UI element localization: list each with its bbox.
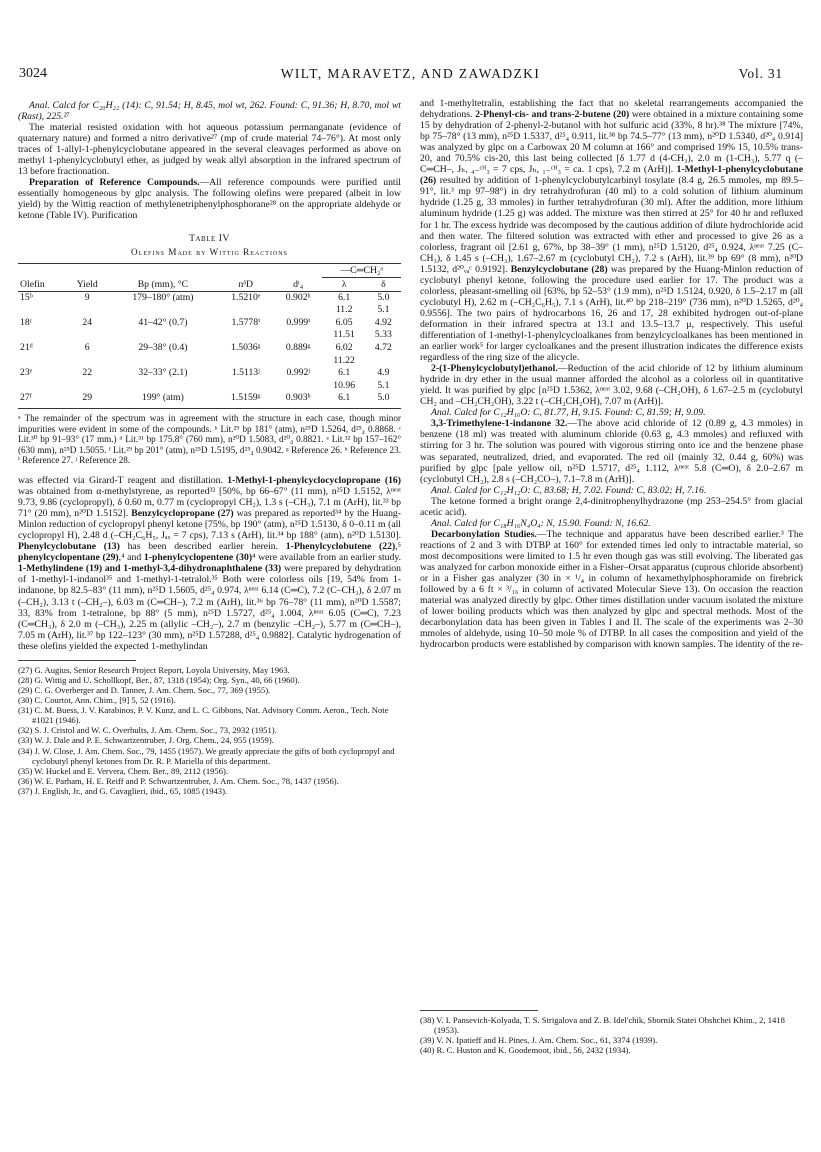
paragraph-decarbonylation: Decarbonylation Studies.—The technique and apparatus have been described earlier.³ The reactions of 2 and 3 with DTBP at 160° for extended times led only to intractable material, so most decompositions were limited to 1.5 hr even though gas was still evolving. The liberated gas was analyzed for carbon monoxide either in a Fisher–Orsat apparatus (cuprous chloride absorbent) or in a Fisher gas analyzer (30 in × ¹/₄ in column of hexamethylphosphoramide on firebrick followed by a 6 ft × ³/₁₆ in column of activated Molecular Sieve 13). On occasion the reaction material was analyzed directly by glpc. Other times distillation under vacuum isolated the mixture of lower boiling products which was then analyzed by glpc and spectral methods. Most of the decarbonylation data has been given in Tables I and II. The scale of the experiments was 2–30 mmoles of aldehyde, using 10–50 mole % of DTBP. In all cases the composition and yield of the hydrocarbon products were established by comparison with known samples. The identity of the re- xyxy=(420,528,803,651)
table-row xyxy=(18,291,401,317)
footnote: (28) G. Wittig and U. Schollkopf, Ber., 87, 1318 (1954); Org. Syn., 40, 66 (1960). xyxy=(18,674,300,685)
footnote: (34) J. W. Close, J. Am. Chem. Soc., 79, 1455 (1957). We greatly appreciate the gifts of both cyclopropyl and cyclobutyl phenyl ketones from Dr. R. P. Mariella of this department. xyxy=(18,745,395,766)
table-cell: 4.9 5.1 xyxy=(377,367,390,391)
table-cell: 0.903ʰ xyxy=(274,392,323,408)
col-header: Olefin xyxy=(18,277,66,291)
table-cell: 1.5036ᵍ xyxy=(230,342,261,354)
table-iv xyxy=(18,263,401,409)
footnote: (36) W. E. Parham, H. E. Reiff and P. Schwartzentruber, J. Am. Chem. Soc., 78, 1437 (1956). xyxy=(18,775,339,786)
compound-heading: Phenylcyclobutane (13) xyxy=(18,541,120,553)
table-cell: 18ᶜ xyxy=(20,316,33,328)
table-cell: 0.992ʲ xyxy=(286,367,310,379)
left-column xyxy=(18,100,401,796)
table-cell: 27ᶠ xyxy=(18,392,66,408)
table-row xyxy=(18,367,401,392)
table-cell: 1.5778ⁱ xyxy=(231,316,261,328)
table-row xyxy=(18,392,401,408)
compound-heading: 1-Methyl-1-phenylcyclocyclopropane (16) xyxy=(227,475,402,487)
analysis-14: Anal. Calcd for C₂₀H₂₂ (14): C, 91.54; H, 8.45, mol wt, 262. Found: C, 91.36; H, 8.70, mol wt (Rast), 225.²⁷ xyxy=(18,100,401,123)
table-subtitle: Olefins Made by Wittig Reactions xyxy=(131,246,288,257)
table-cell: 6.05 11.51 xyxy=(333,316,355,341)
table-cell: 0.889ᵍ xyxy=(285,342,311,354)
table-cell: 6 xyxy=(84,342,90,354)
footnotes-right xyxy=(420,1015,803,1055)
footnote: (27) G. Augius, Senior Research Project Report, Loyola University, May 1963. xyxy=(18,664,290,675)
table-cell: 1.5210ᵉ xyxy=(231,291,261,303)
table-cell: 23ᵉ xyxy=(20,367,33,379)
paragraph-continued: and 1-methyltetralin, establishing the fact that no skeletal rearrangements accompanied the dehydrations. 2-Phenyl-cis- and trans-2-butene (20) were obtained in a mixture containing some 15 by dehydration of 2-phenyl-2-butanol with hot sulfuric acid (33%, 8 hr).³⁸ The mixture [74%, bp 75–78° (13 mm), n²⁵D 1.5337, d²⁵₄ 0.911, lit.³⁸ bp 74.5–77° (13 mm), n²⁰D 1.5340, d²⁰₄ 0.914] was analyzed by glpc on a Carbowax 20 M column at 166° and comprised 19% 15, 10.5% trans-20, and 70.5% cis-20, this last being collected [δ 1.77 d (4-CH₃), 2.0 m (1-CH₃), 5.77 q (–C═CH–, Jₕ, ₄₋ᶜᴴ₃ = 7 cps, Jₕ, ₁₋ᶜᴴ₃ = ca. 1 cps), 7.2 m (ArH)]. 1-Methyl-1-phenylcyclobutane (26) resulted by addition of 1-phenylcyclobutylcarbinyl tosylate (8.4 g, 26.5 mmoles, mp 89.5–91°, lit.³ mp 97–98°) in dry tetrahydrofuran (40 ml) to a cold solution of lithium aluminum hydride (1.25 g, 33 mmoles) in further tetrahydrofuran (30 ml). After the addition, more lithium aluminum hydride (1.25 g) was added. The mixture was then stirred at 25° for 40 hr and refluxed for 1 hr. The excess hydride was decomposed by the cautious addition of dilute hydrochloride acid and then water. The filtered solution was extracted with ether and processed to give 26 as a colorless, fragrant oil [2.61 g, 67%, bp 38–39° (1 mm), n²⁵D 1.5120, d²⁵₄ 0.924, λⁿᵉᵃᵗ 7.25 (C–CH₃), δ 1.45 s (–CH₃), 1.67–2.67 m (cyclobutyl CH₂), 7.2 s (ArH), lit.³⁹ bp 69° (8 mm), n²⁰D 1.5132, d²⁰ᵥₐᶜ 0.9192]. Benzylcyclobutane (28) was prepared by the Huang-Minlon reduction of cyclobutyl phenyl ketone, following the procedure used earlier for 17. The product was a colorless, pleasant-smelling oil [63%, bp 52–53° (1.9 mm), n²⁵D 1.5124, 0.920, δ 1.5–2.17 m (all cyclobutyl H), 2.62 m (–CH₂C₆H₅), 7.1 s (ArH), lit.⁴⁰ bp 218–219° (736 mm), n²⁰D 1.5265, d²⁰₄ 0.9556]. The two pairs of hydrocarbons 16, 26 and 17, 28 exhibited hydrogen out-of-plane deformation in their infrared spectra at 13.1 and 13.5–13.7 μ, respectively. This useful differentiation of 1-methyl-1-phenylcycloalkanes from benzylcycloalkanes has been mentioned in an earlier work⁵ for larger cycloalkanes and the present illustration indicates the difference exists regardless of the ring size of the alicycle. xyxy=(420,98,803,364)
paragraph-indanone: 3,3-Trimethylene-1-indanone 32.—The above acid chloride of 12 (0.89 g, 4.3 mmoles) in benzene (18 ml) was treated with aluminum chloride (0.63 g, 4.3 mmoles) and refluxed with stirring for 3 hr. The solution was poured with vigorous stirring onto ice and the benzene phase was separated, neutralized, dried, and evaporated. The red oil (mainly 32, 0.44 g, 60%) was purified by glpc [pale yellow oil, n²⁵D 1.5717, d²⁵₄ 1.112, λⁿᵉᵃᵗ 5.8 (C═O), δ 2.0–2.67 m (cyclobutyl CH₂), 2.8 s (–CH₂CO–), 7.1–7.8 m (ArH)]. xyxy=(420,418,803,485)
footnote: (33) W. J. Dale and P. E. Schwartzentruber, J. Org. Chem., 24, 955 (1959). xyxy=(18,735,274,746)
col-header: Bp (mm), °C xyxy=(108,277,217,291)
table-cell: 0.999ⁱ xyxy=(286,316,311,328)
analysis-hydrazone: Anal. Calcd for C₁₈H₁₆N₄O₄: N, 15.90. Found: N, 16.62. xyxy=(431,517,651,529)
table-title: Table IV xyxy=(189,232,230,244)
table-row xyxy=(18,342,401,367)
table-cell: 179–180° (atm) xyxy=(132,291,194,303)
table-cell: 6.1 11.2 xyxy=(335,291,353,316)
footnotes-left xyxy=(18,665,401,796)
table-cell: 0.902ʰ xyxy=(285,291,311,303)
footnote: (40) R. C. Huston and K. Goodemoot, ibid., 56, 2432 (1934). xyxy=(420,1045,631,1056)
right-column xyxy=(420,98,803,650)
table-footnote: ᵃ The remainder of the spectrum was in agreement with the structure in each case, though minor impurities were evident in some of the compounds. ᵇ Lit.²⁹ bp 181° (atm), n²⁵D 1.5264, d²⁵₄ 0.8868. ᶜ Lit.³⁰ bp 91–93° (17 mm.) ᵈ Lit.³¹ bp 175.8° (760 mm), n²⁰D 1.5083, d²⁰₄ 0.8821. ᵉ Lit.³² bp 157–162° (630 mm), n²⁵D 1.5055. ᶠ Lit.²⁹ bp 201° (atm), n²⁵D 1.5195, d²⁵₄ 0.9042. ᵍ Reference 26. ʰ Reference 23. ⁱ Reference 27. ʲ Reference 28. xyxy=(18,413,401,466)
section-heading: 2-(1-Phenylcyclobutyl)ethanol. xyxy=(431,363,558,375)
table-cell: 4.72 xyxy=(374,342,392,354)
paragraph-ethanol: 2-(1-Phenylcyclobutyl)ethanol.—Reduction of the acid chloride of 12 by lithium aluminum hydride in dry ether in the usual manner afforded the alcohol as a colorless oil in quantitative yield. It was purified by glpc [n²⁵D 1.5362, λⁿᵉᵃᵗ 3.02, 9.68 (–CH₂OH), δ 1.67–2.5 m (cyclobutyl CH₂ and –CH₂CH₂OH), 3.22 t (–CH₂CH₂OH), 7.07 m (ArH)]. xyxy=(420,363,803,408)
paragraph-hydrazone: The ketone formed a bright orange 2,4-dinitrophenylhydrazone (mp 253–254.5° from glacial acetic acid). xyxy=(420,495,803,518)
table-cell: 41–42° (0.7) xyxy=(138,316,188,328)
footnote: (31) C. M. Buess, J. V. Karabinos, P. V. Kunz, and L. C. Gibbons, Nat. Advisory Comm. Aeron., Tech. Note #1021 (1946). xyxy=(18,705,389,726)
compound-heading: 1-Methyl-1-phenylcyclobutane (26) xyxy=(420,164,803,187)
table-cell: 1.5159ᵍ xyxy=(218,392,274,408)
table-cell: 15ᵇ xyxy=(20,291,33,303)
col-header: nᵟD xyxy=(218,277,274,291)
table-cell: 32–33° (2.1) xyxy=(138,367,188,379)
section-heading: Preparation of Reference Compounds. xyxy=(29,177,200,189)
volume-label: Vol. 31 xyxy=(738,66,783,81)
table-cell: 29–38° (0.4) xyxy=(138,342,188,354)
table-cell: 6.1 xyxy=(322,392,365,408)
col-header: Yield xyxy=(66,277,108,291)
table-cell: 9 xyxy=(84,291,90,303)
table-cell: 29 xyxy=(66,392,108,408)
col-header: dᵗ₄ xyxy=(274,277,323,291)
compound-heading: 2-Phenyl-cis- and trans-2-butene (20) xyxy=(475,109,630,121)
table-cell: 21ᵈ xyxy=(20,342,33,354)
footnote-rule xyxy=(420,1010,538,1011)
analysis-ethanol: Anal. Calcd for C₁₂H₁₆O: C, 81.77, H, 9.15. Found: C, 81.59; H, 9.09. xyxy=(431,407,706,419)
table-cell: 6.1 10.96 xyxy=(333,367,356,391)
footnote: (30) C. Courtot, Ann. Chim., [9] 5, 52 (1916). xyxy=(18,695,176,706)
compound-heading: Benzylcyclobutane (28) xyxy=(510,263,608,275)
table-cell: 4.92 5.33 xyxy=(374,316,392,341)
table-cell: 5.0 xyxy=(366,392,401,408)
table-cell: 22 xyxy=(82,367,93,379)
table-cell: 24 xyxy=(82,316,93,328)
col-header: λ xyxy=(322,277,365,291)
running-title: WILT, MARAVETZ, AND ZAWADZKI xyxy=(280,66,541,81)
paragraph-reference-compounds: Preparation of Reference Compounds.—All reference compounds were purified until essentially homogeneous by glpc analysis. The following olefins were prepared (albeit in low yield) by the Wittig reaction of methylenetriphenylphosphorane²⁸ on the appropriate aldehyde or ketone (Table IV). Purification xyxy=(18,177,401,222)
table-cell: 6.02 11.22 xyxy=(333,342,355,366)
table-cell: 1.5113ʲ xyxy=(231,367,260,379)
table-row xyxy=(18,317,401,342)
paragraph-olefins: was effected via Girard-T reagent and distillation. 1-Methyl-1-phenylcyclocyclopropane (16) was obtained from α-methylstyrene, as reported³² [50%, bp 66–67° (11 mm), n²⁵D 1.5152, λⁿᵉᵃᵗ 9.73, 9.86 (cyclopropyl), δ 0.60 m, 0.77 m (cyclopropyl CH₂), 1.3 s (–CH₃), 7.1 m (ArH), lit.³³ bp 71° (20 mm), n²⁰D 1.5152]. Benzylcyclopropane (27) was prepared as reported³⁴ by the Huang-Minlon reduction of cyclopropyl phenyl ketone [75%, bp 190° (atm), n²⁵D 1.5130, δ 0–0.11 m (all cyclopropyl H), 2.48 d (–CH₂C₆H₅, Jₐₓ = 7 cps), 7.13 s (ArH), lit.³⁴ bp 188° (atm), n²⁰D 1.5130]. Phenylcyclobutane (13) has been described earlier herein. 1-Phenylcyclobutene (22),⁵ phenylcyclopentane (29),⁴ and 1-phenylcyclopentene (30)⁴ were available from an earlier study. 1-Methylindene (19) and 1-methyl-3,4-dihydronaphthalene (33) were prepared by dehydration of 1-methyl-1-indanol³⁵ and 1-methyl-1-tetralol.³⁵ Both were colorless oils [19, 54% from 1-indanone, bp 82.5–83° (11 mm), n²⁵D 1.5605, d²⁵₄ 0.974, λⁿᵉᵃᵗ 6.14 (C═C), 7.2 (C–CH₃), δ 2.07 m (–CH₂), 3.13 t (–CH₂–), 6.03 m (C═CH–), 7.2 m (ArH), lit.³⁶ bp 76–78° (11 mm), n²⁰D 1.5587; 33, 83% from 1-tetralone, bp 88° (5 mm), n²⁵D 1.5727, d²⁵₄ 1.004, λⁿᵉᵃᵗ 6.05 (C═C), 7.23 (C═CH₃), δ 2.0 m (–CH₃), 2.25 m (allylic –CH₂–), 2.7 m (benzylic –CH₂–), 5.77 m (C═CH–), 7.05 m (ArH), lit.³⁷ bp 122–123° (30 mm), n²⁵D 1.57288, d²⁵₄ 0.9882]. Catalytic hydrogenation of these olefins yielded the expected 1-methylindan xyxy=(18,475,402,652)
paragraph: The material resisted oxidation with hot aqueous potassium permanganate (evidence of quaternary nature) and formed a nitro derivative²⁷ (mp of crude material 74–76°). At most only traces of 1-allyl-1-phenylcyclobutane appeared in the several cleavages performed as above on methyl 1-phenylcyclobutyl ether, as judged by weak allyl absorption in the infrared spectrum of 13 before fractionation. xyxy=(18,122,401,178)
footnote: (32) S. J. Cristol and W. C. Overhults, J. Am. Chem. Soc., 73, 2932 (1951). xyxy=(18,725,277,736)
col-header: δ xyxy=(366,277,401,291)
analysis-indanone: Anal. Calcd for C₁₂H₁₂O: C, 83.68; H, 7.02. Found: C, 83.02; H, 7.16. xyxy=(431,484,707,496)
compound-heading: Benzylcyclopropane (27) xyxy=(131,508,234,520)
table-cell: 199° (atm) xyxy=(108,392,217,408)
page-number: 3024 xyxy=(19,66,47,81)
footnote-rule xyxy=(18,660,136,661)
compound-heading: phenylcyclopentane (29) xyxy=(18,552,119,564)
table-cell: 5.0 5.1 xyxy=(377,291,390,316)
compound-heading: 1-Methylindene (19) and 1-methyl-3,4-dihydronaphthalene (33) xyxy=(18,563,282,575)
footnote: (35) W. Huckel and E. Ververa, Chem. Ber., 89, 2112 (1956). xyxy=(18,765,229,776)
table-header-row xyxy=(18,277,401,291)
section-heading: Decarbonylation Studies. xyxy=(431,528,537,540)
footnote: (38) V. I. Pansevich-Kolyada, T. S. Strigalova and Z. B. Idel'chik, Sbornik Statei Obshchei Khim., 2, 1418 (1953). xyxy=(420,1015,785,1036)
compound-heading: 1-Phenylcyclobutene (22) xyxy=(285,541,396,553)
footnote: (39) V. N. Ipatieff and H. Pines, J. Am. Chem. Soc., 61, 3374 (1939). xyxy=(420,1035,658,1046)
compound-heading: 1-phenylcyclopentene (30) xyxy=(143,552,253,564)
footnote: (29) C. G. Overberger and D. Tanner, J. Am. Chem. Soc., 77, 369 (1955). xyxy=(18,684,271,695)
footnote: (37) J. English, Jr., and G. Cavaglieri, ibid., 65, 1085 (1943). xyxy=(18,785,228,796)
group-header: —C═CH₂ᵃ xyxy=(322,263,401,277)
section-heading: 3,3-Trimethylene-1-indanone 32. xyxy=(431,418,568,430)
